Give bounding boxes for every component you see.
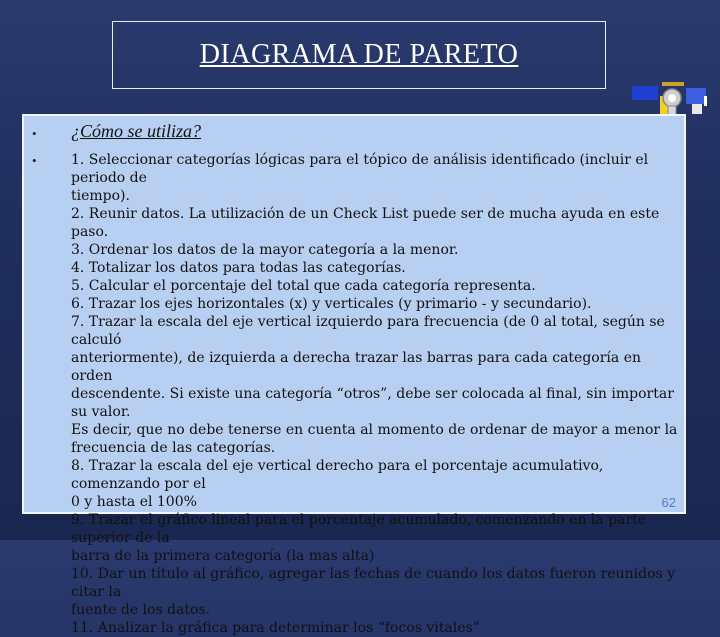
step-item: 5. Calcular el porcentaje del total que cada categoría representa. xyxy=(71,278,536,294)
slide-title: DIAGRAMA DE PARETO xyxy=(199,39,519,70)
section-heading: ¿Cómo se utiliza? xyxy=(71,121,202,141)
step-item: 1. Seleccionar categorías lógicas para el tópico de análisis identificado (incluir el periodo de tiempo). xyxy=(71,152,649,204)
step-item: 2. Reunir datos. La utilización de un Check List puede ser de mucha ayuda en este paso. xyxy=(71,206,660,240)
bullet-marker: • xyxy=(32,126,37,141)
step-item: 9. Trazar el gráfico lineal para el porcentaje acumulado, comenzando en la parte superior de la barra de la primera categoría (la mas alta) xyxy=(71,512,647,564)
bullet-marker: • xyxy=(32,153,37,168)
step-item: 10. Dar un título al gráfico, agregar las fechas de cuando los datos fueron reunidos y citar la fuente de los datos. xyxy=(71,566,676,618)
step-item: 4. Totalizar los datos para todas las categorías. xyxy=(71,260,406,276)
step-item: 7. Trazar la escala del eje vertical izquierdo para frecuencia (de 0 al total, según se calculó anteriormente), de izquierda a derecha trazar las barras para cada categoría en orden descendente. Si existe una categoría “otros”, debe ser colocada al final, sin importar su valor. Es decir, que no debe tenerse en cuenta al momento de ordenar de mayor a menor la frecuencia de las categorías. xyxy=(71,314,678,456)
step-item: 3. Ordenar los datos de la mayor categoría a la menor. xyxy=(71,242,459,258)
step-item: 6. Trazar los ejes horizontales (x) y verticales (y primario - y secundario). xyxy=(71,296,592,312)
steps-list xyxy=(71,151,681,637)
title-box xyxy=(112,21,606,89)
step-item: 8. Trazar la escala del eje vertical derecho para el porcentaje acumulativo, comenzando por el 0 y hasta el 100% xyxy=(71,458,604,510)
content-panel xyxy=(22,114,686,636)
step-item: 11. Analizar la gráfica para determinar los “focos vitales” xyxy=(71,620,480,636)
page-number: 62 xyxy=(661,495,676,510)
